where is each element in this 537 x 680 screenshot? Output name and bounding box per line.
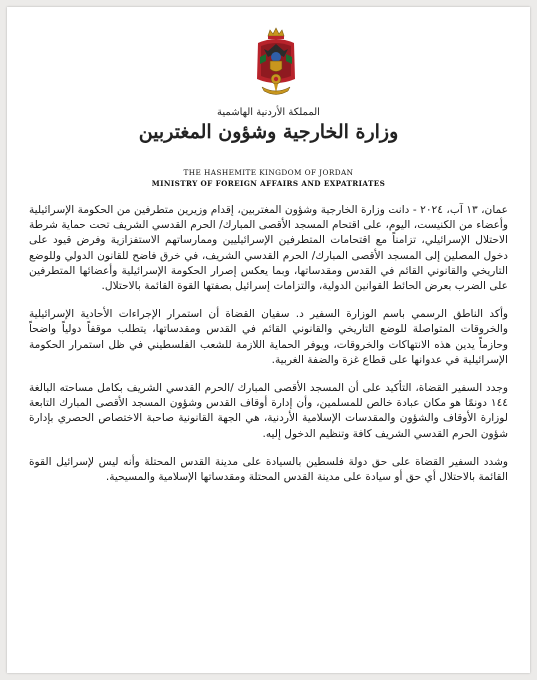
kingdom-name-english: THE HASHEMITE KINGDOM OF JORDAN (183, 168, 354, 177)
jordan-coat-of-arms-icon (254, 27, 298, 109)
ministry-name-english: MINISTRY OF FOREIGN AFFAIRS AND EXPATRIATES (151, 179, 386, 188)
paragraph-2: وأكد الناطق الرسمي باسم الوزارة السفير د. سفيان القضاة أن استمرار الإجراءات الأحادية الإسرائيلية والخروقات المتواصلة للوضع التاريخي والقانوني القائم في القدس ومقدساتها، يتطلب موقفاً دولياً واضحاً وحازماً يدين هذه الانتهاكات والخروقات، ويوفر الحماية اللازمة للشعب الفلسطيني في ظل استمرار الحكومة الإسرائيلية في عدوانها على قطاع غزة والضفة الغربية. (29, 308, 508, 366)
paragraph-1: عمان، ١٣ آب، ٢٠٢٤ - دانت وزارة الخارجية وشؤون المغتربين، إقدام وزيرين متطرفين من الحكومة الإسرائيلية وأعضاء من الكنيست، اليوم، على اقتحام المسجد الأقصى المبارك/ الحرم القدسي الشريف تحت حماية شرطة الاحتلال الإسرائيلي، تزامناً مع اقتحامات المتطرفين الإسرائيليين وممارساتهم الاستفزازية وفرض قيود على دخول المصلين إلى المسجد الأقصى المبارك/ الحرم القدسي الشريف، في خرق فاضح للقانون الدولي وللوضع التاريخي والقانوني القائم في القدس ومقدساتها، وبما يعكس إصرار الحكومة الإسرائيلية وأعضائها المتطرفين على الضرب بعرض الحائط القوانين الدولية، والتزامات إسرائيل بصفتها القوة القائمة بالاحتلال. (29, 204, 508, 293)
ministry-header-arabic (7, 107, 530, 145)
ministry-header-english (7, 167, 530, 189)
statement-body (29, 203, 508, 498)
paragraph-4: وشدد السفير القضاة على حق دولة فلسطين بالسيادة على مدينة القدس المحتلة وأنه ليس لإسرائيل القوة القائمة بالاحتلال أي حق أو سيادة على مدينة القدس المحتلة ومقدساتها الإسلامية والمسيحية. (29, 455, 508, 484)
paragraph-3: وجدد السفير القضاة، التأكيد على أن المسجد الأقصى المبارك /الحرم القدسي الشريف بكامل مساحته البالغة ١٤٤ دونمًا هو مكان عبادة خالص للمسلمين، وأن إدارة أوقاف القدس وشؤون المسجد الأقصى المبارك التابعة لوزارة الأوقاف والشؤون والمقدسات الإسلامية الأردنية، هي الجهة القانونية صاحبة الاختصاص الحصري بإدارة شؤون الحرم القدسي الشريف كافة وتنظيم الدخول إليه. (29, 382, 508, 440)
statement-page (7, 7, 530, 673)
kingdom-name-arabic: المملكة الأردنية الهاشمية (217, 107, 320, 118)
ministry-name-arabic: وزارة الخارجية وشؤون المغتربين (138, 121, 399, 143)
